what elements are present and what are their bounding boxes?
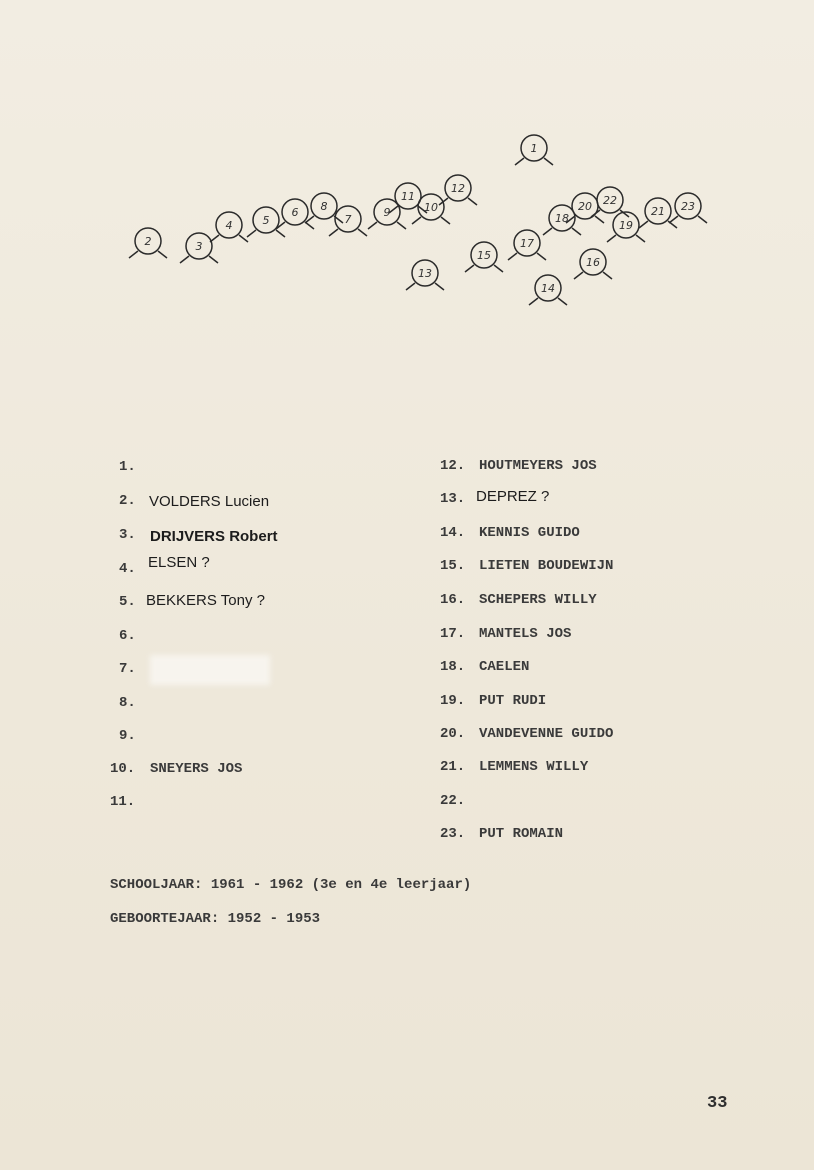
list-name-2: VOLDERS Lucien [149,493,270,510]
head-label-3: 3 [195,240,203,253]
list-name-17: MANTELS JOS [479,626,572,642]
head-label-6: 6 [291,206,299,219]
head-label-11: 11 [401,190,415,203]
list-name-18: CAELEN [479,659,530,675]
list-item-17: 17. MANTELS JOS [440,626,572,642]
head-label-9: 9 [383,206,391,219]
head-label-17: 17 [520,237,534,250]
list-item-16: 16. SCHEPERS WILLY [440,592,597,608]
list-name-14: KENNIS GUIDO [479,525,580,541]
head-label-21: 21 [651,205,665,218]
list-name-5: BEKKERS Tony ? [146,592,265,609]
birth-year-line: GEBOORTEJAAR: 1952 - 1953 [110,911,321,927]
list-item-7: 7. [119,661,136,677]
list-item-14: 14. KENNIS GUIDO [440,525,580,541]
head-label-13: 13 [418,267,432,280]
list-item-18: 18. CAELEN [440,659,530,675]
head-label-22: 22 [603,194,617,207]
list-item-1: 1. [119,459,136,475]
list-item-20: 20. VANDEVENNE GUIDO [440,726,614,742]
list-item-21: 21. LEMMENS WILLY [440,759,589,775]
head-label-14: 14 [541,282,555,295]
page-number: 33 [707,1094,728,1113]
list-name-15: LIETEN BOUDEWIJN [479,558,614,574]
list-name-3: DRIJVERS Robert [150,528,278,545]
list-item-11: 11. [110,794,136,810]
list-item-19: 19. PUT RUDI [440,693,547,709]
head-label-19: 19 [619,219,633,232]
list-name-10: SNEYERS JOS [150,761,243,777]
list-item-10: 10. SNEYERS JOS [110,761,243,777]
list-name-23: PUT ROMAIN [479,826,564,842]
list-item-2: 2. VOLDERS Lucien [119,493,270,510]
list-name-12: HOUTMEYERS JOS [479,458,597,474]
head-label-16: 16 [586,256,600,269]
list-item-8: 8. [119,695,136,711]
list-name-21: LEMMENS WILLY [479,759,589,775]
list-item-13: 13. DEPREZ ? [440,488,550,507]
head-label-23: 23 [681,200,695,213]
list-name-13: DEPREZ ? [476,488,550,505]
list-item-6: 6. [119,628,136,644]
head-label-12: 12 [451,182,465,195]
head-label-4: 4 [225,219,233,232]
head-label-10: 10 [424,201,438,214]
school-year-line: SCHOOLJAAR: 1961 - 1962 (3e en 4e leerjaar) [110,877,472,893]
list-item-12: 12. HOUTMEYERS JOS [440,458,597,474]
list-item-3: 3. DRIJVERS Robert [119,527,278,545]
list-item-22: 22. [440,793,466,809]
list-name-16: SCHEPERS WILLY [479,592,597,608]
list-item-23: 23. PUT ROMAIN [440,826,564,842]
list-name-19: PUT RUDI [479,693,547,709]
head-label-7: 7 [344,213,352,226]
list-item-9: 9. [119,728,136,744]
head-label-18: 18 [555,212,569,225]
list-name-20: VANDEVENNE GUIDO [479,726,614,742]
head-label-2: 2 [144,235,152,248]
head-label-5: 5 [262,214,270,227]
list-item-5: 5. BEKKERS Tony ? [119,592,265,610]
head-label-1: 1 [530,142,538,155]
list-item-15: 15. LIETEN BOUDEWIJN [440,558,614,574]
head-label-20: 20 [578,200,592,213]
list-name-4: ELSEN ? [148,554,210,571]
head-label-8: 8 [320,200,328,213]
list-item-4: 4. ELSEN ? [119,554,210,577]
head-label-15: 15 [477,249,491,262]
